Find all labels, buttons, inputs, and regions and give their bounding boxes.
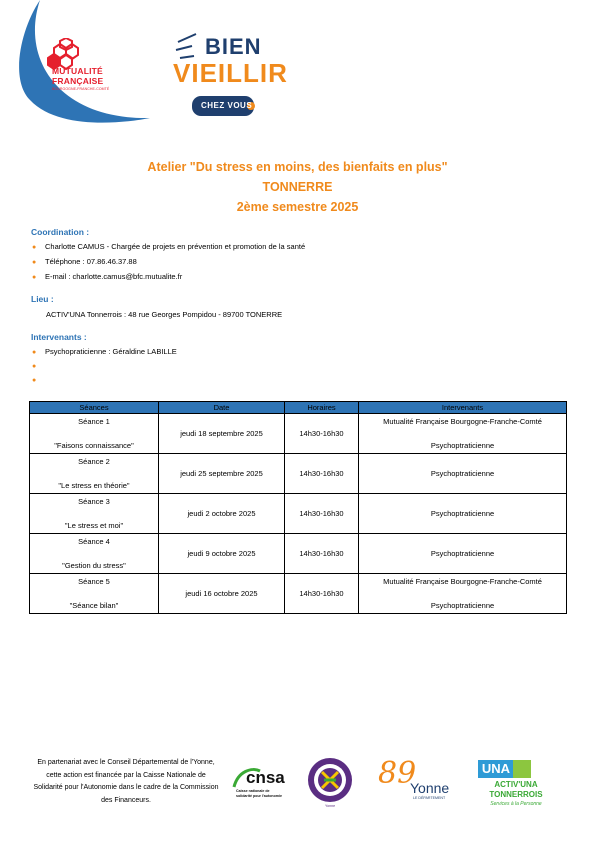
seance-number: Séance 2: [78, 457, 110, 466]
seance-cell: [30, 534, 159, 574]
seance-theme: "Le stress et moi": [64, 521, 124, 530]
activuna-name2: TONNERROIS: [489, 790, 543, 799]
seance-number: Séance 5: [78, 577, 110, 586]
seance-cell: [30, 454, 159, 494]
date-cell: jeudi 16 octobre 2025: [159, 574, 285, 614]
vieillir-text: VIEILLIR: [173, 58, 288, 88]
seance-cell: [30, 494, 159, 534]
seance-number: Séance 1: [78, 417, 110, 426]
coordination-item: [32, 257, 137, 266]
intervenant-role: Psychoptraticienne: [430, 441, 495, 450]
yonne-name: Yonne: [410, 780, 450, 796]
table-row: [30, 414, 567, 454]
intervenant-item: [32, 347, 177, 356]
intervenant-cell: Psychoptraticienne: [359, 454, 567, 494]
date-cell: jeudi 18 septembre 2025: [159, 414, 285, 454]
header-date: Date: [159, 402, 285, 414]
bullet-icon: ●: [32, 349, 37, 356]
seance-cell: [30, 414, 159, 454]
horaire-cell: 14h30-16h30: [285, 534, 359, 574]
coordination-item: [32, 242, 305, 251]
una-logo: UNA: [478, 760, 514, 778]
schedule-table: [29, 401, 567, 614]
coordination-contact: Charlotte CAMUS - Chargée de projets en prévention et promotion de la santé: [45, 242, 306, 251]
table-row: [30, 454, 567, 494]
seance-theme: "Gestion du stress": [62, 561, 126, 570]
date-cell: jeudi 25 septembre 2025: [159, 454, 285, 494]
header-intervenants: Intervenants: [359, 402, 567, 414]
cnsa-text: cnsa: [246, 768, 285, 787]
horaire-cell: 14h30-16h30: [285, 414, 359, 454]
lieu-address: ACTIV'UNA Tonnerrois : 48 rue Georges Pompidou - 89700 TONERRE: [46, 310, 283, 319]
date-cell: jeudi 2 octobre 2025: [159, 494, 285, 534]
intervenant-cell: [359, 574, 567, 614]
intervenant-role: Psychoptraticienne: [430, 601, 495, 610]
bullet-icon: ●: [32, 274, 37, 281]
intervenant-org: Mutualité Française Bourgogne-Franche-Comté: [383, 577, 542, 586]
seance-theme: "Séance bilan": [69, 601, 119, 610]
seance-theme: "Le stress en théorie": [58, 481, 130, 490]
horaire-cell: 14h30-16h30: [285, 574, 359, 614]
activuna-name1: ACTIV'UNA: [494, 780, 538, 789]
table-row: [30, 574, 567, 614]
bullet-icon: ●: [32, 244, 37, 251]
una-mark-icon: [513, 760, 531, 778]
table-row: [30, 534, 567, 574]
cnsa-sub1: Caisse nationale de: [236, 789, 270, 793]
semester-title: 2ème semestre 2025: [236, 200, 359, 214]
bullet-icon: ●: [32, 377, 37, 384]
intervenants-heading: Intervenants :: [31, 332, 87, 342]
intervenant-org: Mutualité Française Bourgogne-Franche-Comté: [383, 417, 542, 426]
cnsa-sub2: solidarité pour l'autonomie: [236, 794, 282, 798]
coordination-email[interactable]: E-mail : charlotte.camus@bfc.mutualite.fr: [45, 272, 183, 281]
coordination-heading: Coordination :: [31, 227, 90, 237]
coordination-phone: Téléphone : 07.86.46.37.88: [45, 257, 137, 266]
intervenant-cell: Psychoptraticienne: [359, 494, 567, 534]
city-title: TONNERRE: [262, 180, 333, 194]
seance-number: Séance 3: [78, 497, 110, 506]
header-horaires: Horaires: [285, 402, 359, 414]
badge-bottom-text: Yonne: [325, 804, 336, 808]
intervenant-item: [32, 361, 45, 370]
bullet-icon: ●: [32, 363, 37, 370]
financeurs-badge-icon: [307, 756, 353, 808]
horaire-cell: 14h30-16h30: [285, 494, 359, 534]
partnership-text: En partenariat avec le Conseil Départemental de l'Yonne, cette action est financée par la Caisse Nationale de Solidarité pour l'Autonomie dans le cadre de la Commission des Financeurs.: [33, 759, 219, 804]
mutualite-name-line2: FRANÇAISE: [52, 76, 104, 86]
intervenant-name: Psychopraticienne : Géraldine LABILLE: [45, 347, 177, 356]
yonne-sub: LE DÉPARTEMENT: [413, 796, 446, 800]
chez-vous-text: CHEZ VOUS !: [201, 101, 259, 110]
seance-theme: "Faisons connaissance": [54, 441, 134, 450]
seance-cell: [30, 574, 159, 614]
seance-number: Séance 4: [78, 537, 110, 546]
yonne-number: 89: [378, 756, 417, 791]
intervenant-item: [32, 375, 45, 384]
date-cell: jeudi 9 octobre 2025: [159, 534, 285, 574]
bien-text: BIEN: [205, 34, 262, 59]
bullet-icon: ●: [32, 259, 37, 266]
atelier-title: Atelier "Du stress en moins, des bienfaits en plus": [147, 160, 448, 174]
horaire-cell: 14h30-16h30: [285, 454, 359, 494]
activuna-services: Services à la Personne: [490, 801, 542, 807]
coordination-item: [32, 272, 182, 281]
table-header-row: [30, 402, 567, 414]
intervenant-cell: [359, 414, 567, 454]
intervenant-cell: Psychoptraticienne: [359, 534, 567, 574]
lieu-heading: Lieu :: [31, 294, 54, 304]
table-row: [30, 494, 567, 534]
mutualite-name-line3: BOURGOGNE-FRANCHE-COMTÉ: [52, 87, 110, 91]
mutualite-name-line1: MUTUALITÉ: [52, 66, 103, 76]
header-seances: Séances: [30, 402, 159, 414]
